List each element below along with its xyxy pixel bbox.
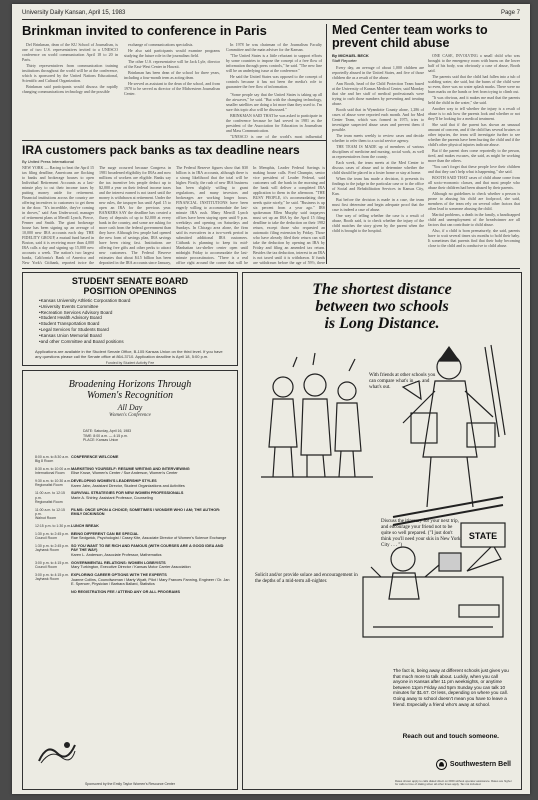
schedule-title: BEING DIFFERENT CAN BE SPECIAL	[71, 531, 139, 536]
schedule-room: Regionalist Room	[35, 483, 63, 488]
section-rule	[22, 140, 326, 141]
brinkman-paragraph: He served as assistant to the dean of the school, and from 1970 to he served as director of the Midwestern Journalism Center.	[124, 81, 220, 96]
schedule-title: FILMS: ONCE UPON A CHOICE; SOMETIMES I WONDER WHO I AM; THE AUTHOR: EMILY DICKINSON	[71, 507, 221, 517]
conference-title-line: Women's Recognition	[87, 390, 173, 401]
schedule-room: Council Room	[35, 565, 57, 570]
caption-itinerary: Discuss the itinerary for your next trip, and encourage your friend not to be quite so well prepared. ("I just don't think you'll need your skis in New York City . . . ")	[381, 519, 461, 548]
medcenter-paragraph: Although no guidelines to check whether a person is prone to abusing his child are foolproof, she said, members of the team rely on several other factors that often lead to someone abusing the child.	[428, 191, 520, 211]
medcenter-paragraph: Each week, the team meets at the Med Center to discuss cases of abuse and to determine whether the child should be placed in a foster home or stay at home.	[332, 160, 424, 175]
schedule-item	[35, 467, 231, 476]
schedule-time-range: 8:00 a.m. to 8:30 a.m.	[35, 455, 70, 459]
brinkman-col-3b	[226, 92, 322, 138]
schedule-time-range: 8:30 a.m. to 10:00 a.m.	[35, 466, 71, 471]
schedule-time	[35, 532, 71, 541]
conference-place: PLACE: Kansas Union	[83, 438, 119, 442]
schedule-item	[35, 491, 231, 504]
brinkman-paragraph: "Some people say that the United States is taking up all the airwaves," he said. "But with the changing technology, smaller satellites are doing a lot more than they used to. I'm sure this topic also will be discussed."	[226, 92, 322, 112]
schedule-room: International Room	[35, 471, 65, 476]
schedule-time-range: 12:15 p.m. to 1:30 p.m.	[35, 523, 71, 528]
list-item: • and other Committee and Board positions	[39, 339, 237, 345]
medcenter-paragraph: Marital problems, a death in the family, a handicapped child and unemployment of the breadwinner are all factors that can contribute to child abuse.	[428, 212, 520, 227]
caption-friends: With friends at other schools you can compare what's in . . . and what's out.	[369, 373, 436, 390]
schedule-title: LUNCH BREAK	[71, 523, 99, 528]
list-item: • Kansas Union Memorial Board	[39, 333, 237, 339]
schedule-item	[35, 524, 231, 529]
ad-body-copy: The fact is, being away at different schools just gives you that much more to talk about. Luckily, when you call anyone in Kansas after 11 pm weeknights, or anytime between 11pm Friday and 5pm Sunday you can talk 10 minutes for $1.67. Or less, depending on where you call. Going away to school doesn't mean you have to leave a friend. Especially a friend who's away at school.	[393, 668, 509, 707]
skier-traveler-icon	[393, 345, 505, 525]
medcenter-paragraph: ONE CASE, INVOLVING a small child who was brought to the emergency room with burns on the lower half of his body, was obviously a case of abuse, Booth said.	[428, 53, 520, 73]
senate-position-list	[39, 298, 237, 344]
schedule-title: SURVIVAL STRATEGIES FOR NEW WOMEN PROFESSIONALS	[71, 491, 184, 496]
schedule-session	[71, 544, 231, 558]
medcenter-paragraph: "You can't forget that these people love their children and that they can't help what is happening," she said.	[428, 164, 520, 174]
ira-col-3: The Federal Reserve figures show that $30 billion is in IRA accounts, although there is a strong likelihood that the total will be higher. Firstly, the rush of new IRA business has been slightly willing to grant regulations, and many investors and brokerages are working longer hours. FINANCIAL INSTITUTIONS have been eagerly willing to accommodate the last-minute IRA rush. Many Merrill Lynch offices have been staying open until 9 p.m. weekdays and opening on Saturdays and Sundays. In Chicago area alone, the firm said its executives in a two-week period in submitted additional IRA customers. Citibank is planning to keep its mid-Manhattan tax-shelter center open until midnight Friday to accommodate the last-minute procrastinators. "There is a real office right around the corner that will be	[176, 165, 248, 265]
schedule-room: Jayhawk Room	[35, 548, 59, 553]
brinkman-paragraph: The other U.S. representative will be Jack Lyle, director of the East-West Center in Hawaii.	[124, 59, 220, 69]
schedule-time	[35, 508, 71, 521]
senate-ad	[22, 272, 238, 366]
schedule-session	[71, 467, 190, 476]
schedule-item	[35, 573, 231, 587]
schedule-time-range: 11:00 a.m. to 12:15 p.m.	[35, 507, 65, 516]
masthead-page-number: Page 7	[500, 10, 520, 16]
conference-date: DATE: Saturday, April 16, 1983	[83, 429, 132, 433]
ad-slogan: Reach out and touch someone.	[402, 733, 499, 740]
schedule-title: GOVERNMENTAL RELATIONS: WOMEN LOBBYISTS	[71, 560, 166, 565]
brinkman-paragraph: exchange of communications specialists.	[128, 42, 194, 47]
schedule-time	[35, 491, 71, 504]
students-illustration-icon	[261, 353, 373, 477]
brinkman-paragraph: "UNESCO is one of the world's most influential	[230, 134, 322, 138]
schedule-session	[71, 524, 99, 529]
ad-headline-line: between two schools	[315, 298, 449, 315]
brinkman-col-2	[124, 42, 220, 138]
ad-headline-line: The shortest distance	[312, 281, 452, 298]
schedule-time	[35, 561, 71, 570]
brinkman-col-1	[22, 42, 118, 138]
schedule-speakers: Mary Turkington, Executive Director / Kansas Motor Carrier Association	[71, 565, 191, 570]
brinkman-headline: Brinkman invited to conference in Paris	[22, 23, 267, 38]
schedule-item	[35, 544, 231, 558]
medcenter-paragraph: Every day, an average of about 1,000 children are reportedly abused in the United States, and five of those children die as a result of the abuse.	[332, 65, 424, 80]
schedule-item	[35, 508, 231, 521]
ad-brand-name: Southwestern Bell	[449, 761, 511, 768]
ad-headline-line: is Long Distance.	[324, 315, 440, 332]
schedule-room: Walnut Room	[35, 516, 57, 521]
brinkman-paragraph: Del Brinkman, dean of the KU School of Journalism, is one of two U.S. representatives invited to a UNESCO conference on world communication April 18 to 20 in Paris.	[22, 42, 118, 62]
schedule-time	[35, 467, 71, 476]
medcenter-byline: By MICHAEL BECK	[332, 53, 369, 58]
schedule-speakers: Marie A. Shirley, Assistant Professor, Counseling	[71, 495, 153, 500]
brinkman-paragraph: He said the United States was opposed to the concept of controls because it has not been the media's role to guarantee the free flow of information.	[226, 74, 322, 89]
senate-title-line: POSITION OPENINGS	[83, 286, 177, 296]
medcenter-paragraph: Booth said that in Wyandotte County alone, 1,286 of cases of abuse were reported each month. And for Med Center Team, which was formed in 1975, tries to investigate suspected abuse cases and prevent them if possible.	[332, 107, 424, 132]
schedule-item	[35, 561, 231, 570]
schedule-time	[35, 524, 71, 529]
bell-logo-icon	[436, 759, 447, 770]
newspaper-page	[12, 4, 530, 794]
schedule-session	[71, 491, 183, 504]
schedule-session	[71, 532, 226, 541]
conference-time: TIME: 8:00 a.m. — 4:15 p.m.	[83, 433, 128, 438]
schedule-time	[35, 573, 71, 587]
senate-title	[23, 276, 237, 296]
list-item: • Recreation Services Advisory Board	[39, 310, 237, 316]
southwestern-bell-ad	[242, 272, 522, 790]
schedule-time-range: 11:00 a.m. to 12:15 p.m.	[35, 491, 65, 500]
ira-col-4: In Memphis, Leader Federal Savings is making house calls. Fred Chumpin, senior vice president of Leader Federal, said customers call the bank in the morning and the bank will deliver a completed IRA application to them in the afternoon. "THE BUSY PEOPLE, it's accommodating their needs quite nicely," he said. "Business is up six percent from a year ago." IRS spokesman Ellen Murphy said taxpayers must set up an IRA by the April 15 filing deadline to take the deduction on their 1982 return, except those who requested an automatic filing extension by Friday. Those who have already filed their return can still take the deduction by opening an IRA by Friday and filing an amended tax return. Besides the tax deduction, interest in an IRA is not taxed until it is withdrawn. If funds are withdrawn before the age of 59½, there	[253, 165, 325, 265]
ad-fine-print: Rates shown apply to calls dialed direct on DDD without operator assistance. Rates are higher for calls to time of dialing when all other times apply. Tax not included.	[395, 778, 512, 786]
schedule-time-range: 3:00 p.m. to 4:15 p.m.	[35, 573, 70, 578]
medcenter-paragraph: But before the decision is made in a case, the team must first determine and begin adequate proof that the case is indeed a case of abuse.	[332, 197, 424, 212]
schedule-item	[35, 455, 231, 464]
senate-title-line: STUDENT SENATE BOARD	[71, 276, 189, 286]
brinkman-paragraph: Brinkman has been dean of the school for three years, including a four-month term as acting dean.	[124, 70, 220, 80]
ad-brand	[436, 759, 511, 770]
schedule-speakers: Karen L. Anderson, Associate Professor, Mathematics	[71, 552, 162, 557]
ira-credit: By United Press International	[22, 159, 74, 164]
schedule-title: CONFERENCE WELCOME	[71, 455, 119, 459]
medcenter-paragraph: The team meets weekly to review cases and decide whether to refer them to a social service agency.	[332, 133, 424, 143]
schedule-time	[35, 590, 71, 595]
conference-subtitle: Women's Conference	[109, 413, 151, 418]
brinkman-paragraph: "The United States is a little reluctant to support efforts by some countries to impose the concept of a free flow of information through press controls," he said. "The new line will be an underlying issue at the conference."	[226, 53, 322, 73]
conference-sponsor: Sponsored by the Emily Taylor Women's Resource Center	[84, 782, 176, 786]
schedule-speakers: Elise Kruse, Women's Center / Sue Anderson, Women's Center	[71, 471, 178, 476]
caption-solicit: Solicit and/or provide solace and encouragement in the depths of a mid-term all-nighter.	[255, 573, 358, 584]
schedule-time-range: 1:30 p.m. to 2:45 p.m.	[35, 543, 70, 548]
brinkman-paragraph: In 1978 he was chairman of the Journalism Faculty Committee and the main adviser for the Kansan.	[226, 42, 322, 52]
masthead-paper: University Daily Kansan, April 15, 1983	[22, 10, 126, 16]
schedule-item	[35, 479, 231, 488]
conference-schedule	[35, 455, 231, 598]
medcenter-col-1	[332, 65, 424, 265]
schedule-time	[35, 544, 71, 558]
ira-col-1: NEW YORK — Racing to beat the April 15 tax filing deadline, Americans are flocking to banks and brokerage houses to open Individual Retirement Accounts as a last-minute ploy to cut their income taxes by putting money aside for retirement. Financial institutions across the country are offering incentives to customers to get them in the door. "It's incredible, they're coming in droves," said Ann Underwood, manager of retirement plans at Merrill Lynch, Pierce, Fenner and Smith. The giant brokerage house has been signing up an average of 10,000 new IRA accounts each day. THE FIDELITY GROUP, a mutual fund based in Boston, said it is receiving more than 4,000 IRA calls a day and signing up 15,000 new accounts a week. The nation's two largest banks, California's Bank of America and New York's Citibank, reported twice the	[22, 165, 94, 265]
schedule-time-range: 9:30 a.m. to 10:30 a.m.	[35, 479, 71, 484]
schedule-title: DEVELOPING WOMEN'S LEADERSHIP STYLES	[71, 479, 157, 484]
conference-title	[23, 379, 237, 401]
ira-col-2: The surge occurred because Congress in 1981 broadened eligibility for IRAs and now millions of workers are eligible. Banks say the tax incentive lets people deduct up to $2,000 a year on their federal income taxes and the interest earned is not taxed until the money is withdrawn at retirement. Under the new rules, the taxpayer has until April 15 to open an IRA for the previous year. BANKERS SAY the deadline has created a flurry of deposits of up to $2,000 at every bank in the country, and some are asking for more cash from the federal government than they have. Although few people had opened the new form of savings plan, IRA savings have been rising fast. Institutions are offering free gifts and other perks to attract new customers. The Federal Reserve estimates that about $4.5 billion has been deposited in the IRA accounts since January,	[99, 165, 171, 265]
brinkman-paragraph: Brinkman said participants would discuss the rapidly changing communications technology and the possible	[22, 84, 118, 94]
medcenter-col-2	[428, 53, 520, 265]
senate-application-note: Applications are available in the Student Senate Office, B-105 Kansas Union on the third level. If you have any questions please call the Senate office at 864-3710. Application deadline is April 18, 5:00 p.m.	[35, 349, 223, 359]
schedule-item	[35, 590, 231, 595]
medcenter-paragraph: THE TEAM IS MADE up of members of various disciplines of medicine and nursing, social work, as well as representatives from the county.	[332, 144, 424, 159]
schedule-title: MARKETING YOURSELF: RESUME WRITING AND INTERVIEWING	[71, 466, 190, 471]
schedule-room: Jayhawk Room	[35, 577, 59, 582]
schedule-time-range: 1:30 p.m. to 2:45 p.m.	[35, 531, 70, 536]
conference-logo-icon	[37, 739, 77, 765]
brinkman-paragraph: Thirty representatives from communication training institutions throughout the world will be at the conference, which is sponsored by the United Nations Educational, Scientific and Cultural Organization.	[22, 63, 118, 83]
medcenter-paragraph: The parents said that the child had fallen into a tub of scalding water, she said, but the burns of the child were so even, there was no water splash marks. There were no burn marks on the hands or feet from trying to climb out.	[428, 74, 520, 94]
brinkman-paragraph: He also said participants would examine programs studying the future role in the journalism field.	[124, 48, 220, 58]
schedule-speakers: Joanne Collins, Councilwoman / Marty Wyatt, Pilot / Mary Frances Fanning, Engineer / Dr. Jan E. Spencer, Physician / Barbara Ballard, Statistics	[71, 577, 230, 587]
section-rule	[22, 268, 520, 269]
schedule-speakers: Karen Jahn, Assistant Director, Student Organizations and Activities	[71, 483, 185, 488]
schedule-time	[35, 455, 71, 464]
schedule-title: NO REGISTRATION FEE / ATTEND ANY OR ALL PROGRAMS	[71, 589, 180, 594]
list-item: • Student Health Advisory Board	[39, 315, 237, 321]
medcenter-paragraph: One way of telling whether the case is a result of abuse, Booth said, is to check whether the injury of the child matches the story given by the parent when the child is brought to the hospital.	[332, 213, 424, 233]
medcenter-paragraph: But if the parent does come reportedly to the person, tired, and makes excuses, she said, as might be working more than the others.	[428, 148, 520, 163]
late-night-study-icon	[363, 545, 503, 637]
schedule-speakers: Rae Sedgwick, Psychologist / Casey Kite, Associate Director of Women's Science Exchange	[71, 536, 227, 541]
schedule-title: SO YOU WANT TO BE RICH AND FAMOUS (WITH COURSES ARE A GOOD IDEA AND PAY THE WAY)	[71, 543, 224, 553]
medcenter-paragraph: BOOTH SAID THAT cases of child abuse come from all socio-economic classes, and that most people who abuse their children had been abused by their parents.	[428, 175, 520, 190]
schedule-item	[35, 532, 231, 541]
schedule-session	[71, 508, 231, 521]
schedule-session	[71, 479, 185, 488]
senate-funding: Funded by Student Activity Fee	[105, 361, 155, 365]
schedule-room: Big 8 Room	[35, 459, 54, 464]
schedule-time	[35, 479, 71, 488]
schedule-room: Regionalist Room	[35, 500, 63, 505]
schedule-title: EXPLORING CAREER OPTIONS WITH THE EXPERTS	[71, 573, 167, 578]
womens-conference-ad	[22, 370, 238, 790]
conference-title-line: Broadening Horizons Through	[68, 379, 192, 390]
schedule-session	[71, 561, 191, 570]
medcenter-paragraph: Ann Booth, head of the Child Protection Team based at the University of Kansas Medical Center, said Monday that she and her staff of medical professionals were trying to curb those numbers by preventing and treating abuse.	[332, 81, 424, 106]
ad-headline	[243, 281, 521, 332]
schedule-time-range: 3:00 p.m. to 4:15 p.m.	[35, 560, 70, 565]
schedule-session	[71, 455, 118, 464]
conference-details	[83, 429, 131, 443]
ira-headline: IRA customers pack banks as tax deadline nears	[22, 143, 300, 157]
column-rule	[326, 24, 327, 264]
conference-allday: All Day	[117, 403, 143, 412]
medcenter-paragraph: "It was obvious, and it makes me mad that the parents held the child in the water," she said.	[428, 95, 520, 105]
medcenter-headline: Med Center team works to prevent child abuse	[332, 23, 488, 50]
list-item: • Student Transportation Board	[39, 321, 237, 327]
list-item: • Legal Services for Students Board	[39, 327, 237, 333]
medcenter-paragraph: When the team has made a decision, it presents its findings to the judge in the particular case or to the office of Social and Rehabilitation Services in Kansas City, Kan.	[332, 176, 424, 196]
brinkman-paragraph: BRINKMAN SAID THAT he was asked to participate in the conference because he had served in 1981 as the president of the Association for Education in Journalism and Mass Communication.	[226, 113, 322, 133]
schedule-session	[71, 573, 231, 587]
medcenter-paragraph: Another way to tell whether the injury is a result of abuse is to ask how the parents look and whether or not they'll be looking for a medical treatment.	[428, 106, 520, 121]
schedule-room: Council Room	[35, 535, 57, 540]
schedule-session	[71, 590, 180, 595]
list-item: • Kansas University Athletic Corporation Board	[39, 298, 237, 304]
state-sign-text: STATE	[468, 531, 498, 541]
masthead	[22, 10, 520, 20]
list-item: • University Events Committee	[39, 304, 237, 310]
medcenter-paragraph: Also, if a child is born prematurely, she said, parents have to wait several times six months to hold their baby. It sometimes that parents find that their baby becoming close to the child and is conducive to child abuse.	[428, 228, 520, 248]
medcenter-paragraph: She said that if the parent has shown an unusual amount of concern, and if the child has several bruises or other injuries, the team will investigate further to see whether the parents have been hurting the child and if the child's other physical injuries indicate abuse.	[428, 122, 520, 147]
medcenter-role: Staff Reporter	[332, 58, 357, 63]
